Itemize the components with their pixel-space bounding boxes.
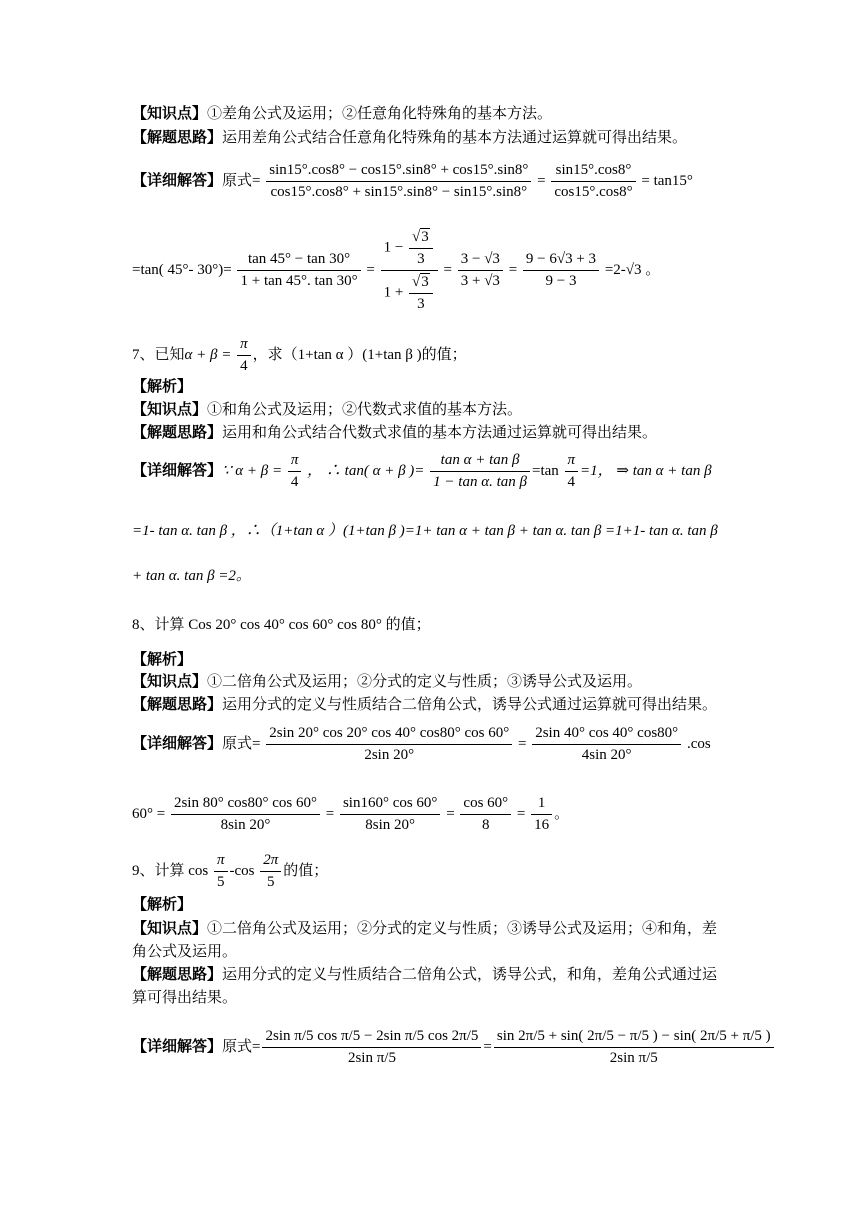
fraction-numerator: 2sin 40° cos 40° cos80° xyxy=(532,725,681,745)
fraction-denominator: cos15°.cos8° xyxy=(554,184,633,200)
fraction xyxy=(266,162,531,201)
expr-part: 。 xyxy=(554,805,570,822)
p7-knowledge-line xyxy=(132,400,728,420)
approach-label: 【解题思路】 xyxy=(132,967,223,983)
fraction-denominator: 2sin π/5 xyxy=(609,1050,658,1066)
detail-label: 【详细解答】 xyxy=(132,172,223,189)
p8-knowledge-line xyxy=(132,672,728,692)
fraction-denominator: 5 xyxy=(217,874,225,890)
detail-label: 【详细解答】 xyxy=(132,462,223,479)
knowledge-label: 【知识点】 xyxy=(132,106,208,122)
expr-part: 1 − xyxy=(383,239,408,256)
fraction xyxy=(494,1028,774,1067)
fraction-denominator xyxy=(381,271,438,313)
knowledge-text: ①二倍角公式及运用；②分式的定义与性质；③诱导公式及运用。 xyxy=(207,674,643,690)
p7-detail-line2: =1- tan α. tan β ，∴（1+tan α ）(1+tan β )=1+ tan α + tan β + tan α. tan β =1+1- tan α. tan β xyxy=(132,523,718,539)
p6-approach-line xyxy=(132,128,728,148)
result: = tan15° xyxy=(641,172,693,189)
p7-detail-line1 xyxy=(132,452,712,491)
fraction-numerator: 2sin π/5 cos π/5 − 2sin π/5 cos 2π/5 xyxy=(262,1028,481,1048)
fraction-numerator: tan α + tan β xyxy=(430,452,530,472)
p7-detail-line3: + tan α. tan β =2。 xyxy=(132,568,251,584)
fraction xyxy=(214,852,228,891)
analysis-heading: 【解析】 xyxy=(132,897,193,913)
p6-knowledge-line xyxy=(132,104,728,124)
detail-prefix: 原式= xyxy=(222,1038,261,1055)
fraction xyxy=(551,162,635,201)
fraction xyxy=(266,725,512,764)
expr-prefix: 60° = xyxy=(132,805,166,822)
question-condition: α + β = xyxy=(184,346,232,363)
fraction-denominator: 4sin 20° xyxy=(581,747,632,763)
fraction-numerator: π xyxy=(214,852,228,872)
p7-approach-line xyxy=(132,423,728,443)
expr-part: =1， ⇒ tan α + tan β xyxy=(580,462,712,479)
fraction-denominator: 4 xyxy=(240,358,248,374)
expr-part: -cos xyxy=(229,862,255,879)
p8-approach-line xyxy=(132,695,728,715)
fraction-numerator: sin160° cos 60° xyxy=(340,795,441,815)
fraction-denominator: cos15°.cos8° + sin15°.sin8° − sin15°.sin8° xyxy=(270,184,528,200)
knowledge-text: ①差角公式及运用；②任意角化特殊角的基本方法。 xyxy=(207,106,553,122)
fraction-numerator: sin 2π/5 + sin( 2π/5 − π/5 ) − sin( 2π/5 + π/5 ) xyxy=(494,1028,774,1048)
fraction xyxy=(171,795,320,834)
detail-label: 【详细解答】 xyxy=(132,1038,223,1055)
expr-part: ， ∴ tan( α + β )= xyxy=(307,462,425,479)
fraction: $\frac{√3}{3}$ xyxy=(409,228,433,268)
expr-part: .cos xyxy=(686,735,711,752)
fraction xyxy=(531,795,552,834)
approach-text: 运用差角公式结合任意角化特殊角的基本方法通过运算就可得出结果。 xyxy=(222,130,688,146)
fraction xyxy=(460,795,511,834)
fraction-denominator: 5 xyxy=(267,874,275,890)
analysis-heading: 【解析】 xyxy=(132,379,193,395)
approach-text: 运用分式的定义与性质结合二倍角公式，诱导公式通过运算就可得出结果。 xyxy=(222,697,718,713)
expr-part: 1 + xyxy=(383,284,408,301)
fraction-numerator: 2sin 80° cos80° cos 60° xyxy=(171,795,320,815)
fraction-numerator: 2π xyxy=(260,852,281,872)
p9-knowledge-line xyxy=(132,918,728,964)
fraction xyxy=(237,251,360,290)
p9-detail-line1: 【详细解答】原式= $\frac{\text{2sin π/5 cos π/5 − 2sin π/5 cos 2π/5}}{\text{2sin π/5}}$ = $\frac{\sin 2\pi/5 + \sin( 2\pi/5 - \pi/5 ) - \sin( 2\pi/5 + \pi/5 )}{\text{2sin π/5}}$ xyxy=(132,1028,776,1067)
fraction-numerator: π xyxy=(237,336,251,356)
fraction xyxy=(262,1028,481,1067)
radicand: 3 xyxy=(421,229,429,245)
result: =2-√3 。 xyxy=(604,261,661,278)
p9-approach-line xyxy=(132,964,728,1010)
detail-prefix: 原式= xyxy=(222,172,261,189)
fraction-denominator: 3 + √3 xyxy=(460,273,500,289)
p8-detail-line2: 60° = $\frac{2\sin 80^\circ \cos 80^\circ \cos 60^\circ}{8\sin 20^\circ}$ = $\frac{\sin 160^\circ \cos 60^\circ}{8\sin 20^\circ}$ = $\frac{\cos 60^\circ}{8}$ = $\frac{1}{16}$ 。 xyxy=(132,795,570,833)
p6-detail-line2: =tan( 45°- 30°)= $\frac{\tan 45^\circ - \tan 30^\circ}{1 + \tan 45^\circ. \tan 30^\circ}$ = 1 − $\frac{√3}{3}$ 1 + $\frac{√3}{3}$ = $\frac{3 - √3}{3 + √3}$ = $\frac{9 - 6√3 + 3}{9 - 3}$ =2-√3 。 xyxy=(132,229,661,312)
fraction-numerator: 1 xyxy=(531,795,552,815)
fraction xyxy=(237,336,251,375)
approach-label: 【解题思路】 xyxy=(132,697,223,713)
fraction-denominator: 3 xyxy=(417,296,425,312)
fraction-denominator: 2sin π/5 xyxy=(347,1050,396,1066)
approach-text: 运用分式的定义与性质结合二倍角公式，诱导公式，和角，差角公式通过运算可得出结果。 xyxy=(132,967,718,1006)
fraction-numerator: 9 − 6√3 + 3 xyxy=(523,251,599,271)
knowledge-label: 【知识点】 xyxy=(132,674,208,690)
p9-question xyxy=(132,852,328,891)
question-tail: ，求（1+tan α ）(1+tan β )的值； xyxy=(252,346,467,363)
fraction-denominator: 2sin 20° xyxy=(364,747,415,763)
detail-label: 【详细解答】 xyxy=(132,735,223,752)
fraction-numerator: 2sin 20° cos 20° cos 40° cos80° cos 60° xyxy=(266,725,512,745)
approach-label: 【解题思路】 xyxy=(132,130,223,146)
fraction-denominator: 8sin 20° xyxy=(365,817,416,833)
fraction-denominator: 8sin 20° xyxy=(220,817,271,833)
p8-question: 8、计算 Cos 20° cos 40° cos 60° cos 80° 的值； xyxy=(132,617,431,633)
fraction-numerator: 3 − √3 xyxy=(458,251,503,271)
fraction-numerator: tan 45° − tan 30° xyxy=(237,251,360,271)
p6-detail-line1: 【详细解答】原式= $\frac{\sin 15^\circ.\cos 8^\circ - \cos 15^\circ.\sin 8^\circ + \cos 15^\circ.\sin 8^\circ}{\cos 15^\circ.\cos 8^\circ + \sin 15^\circ.\sin 8^\circ - \sin 15^\circ.\sin 8^\circ}$ = $\frac{\sin 15^\circ.\cos 8^\circ}{\cos 15^\circ.\cos 8^\circ}$ = tan15° xyxy=(132,162,693,200)
knowledge-text: ①二倍角公式及运用；②分式的定义与性质；③诱导公式及运用；④和角，差角公式及运用。 xyxy=(132,921,718,960)
expr-part: =tan xyxy=(531,462,559,479)
p8-detail-line1: 【详细解答】原式= $\frac{2\sin 20^\circ \cos 20^\circ \cos 40^\circ \cos 80^\circ \cos 60^\circ}{2\sin 20^\circ}$ = $\frac{2\sin 40^\circ \cos 40^\circ \cos 80^\circ}{4\sin 20^\circ}$ .cos xyxy=(132,725,711,763)
question-tail: 的值； xyxy=(283,862,329,879)
approach-label: 【解题思路】 xyxy=(132,425,223,441)
fraction-numerator: sin15°.cos8° xyxy=(551,162,635,182)
fraction xyxy=(260,852,281,891)
knowledge-text: ①和角公式及运用；②代数式求值的基本方法。 xyxy=(207,402,523,418)
knowledge-label: 【知识点】 xyxy=(132,921,208,937)
fraction: $\frac{\pi}{4}$ xyxy=(565,452,579,491)
fraction: $\frac{\pi}{4}$ xyxy=(288,452,302,491)
question-prefix: 7、已知 xyxy=(132,346,185,363)
fraction xyxy=(532,725,681,764)
compound-fraction xyxy=(381,228,438,313)
fraction-denominator: 8 xyxy=(482,817,490,833)
fraction: $\frac{√3}{3}$ xyxy=(409,273,433,313)
fraction-denominator: 3 xyxy=(417,251,425,267)
knowledge-label: 【知识点】 xyxy=(132,402,208,418)
fraction-denominator: 16 xyxy=(534,817,550,833)
fraction-denominator: 1 − tan α. tan β xyxy=(433,474,527,490)
analysis-heading: 【解析】 xyxy=(132,652,193,668)
fraction-numerator: cos 60° xyxy=(460,795,511,815)
fraction xyxy=(340,795,441,834)
fraction-denominator: 1 + tan 45°. tan 30° xyxy=(240,273,358,289)
p7-question xyxy=(132,336,467,375)
fraction xyxy=(523,251,599,290)
expr-part: ∵ α + β = xyxy=(222,462,283,479)
question-prefix: 9、计算 cos xyxy=(132,862,209,879)
fraction-numerator: sin15°.cos8° − cos15°.sin8° + cos15°.sin8° xyxy=(266,162,531,182)
fraction xyxy=(458,251,503,290)
approach-text: 运用和角公式结合代数式求值的基本方法通过运算就可得出结果。 xyxy=(222,425,658,441)
radicand: 3 xyxy=(421,274,429,290)
detail-prefix: 原式= xyxy=(222,735,261,752)
expr-prefix: =tan( 45°- 30°)= xyxy=(132,261,232,278)
fraction-numerator xyxy=(381,228,438,271)
fraction xyxy=(430,452,530,491)
fraction-denominator: 9 − 3 xyxy=(545,273,577,289)
